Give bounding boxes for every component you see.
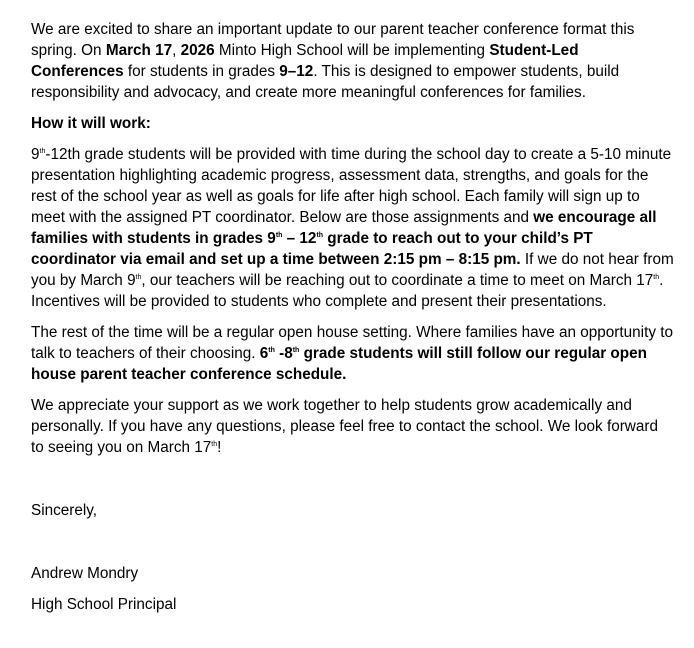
section-heading: How it will work: bbox=[31, 115, 151, 132]
cta-text: grade to reach out to your child’s PT coordinator via email and set up a time between 2:15 pm – 8:15 pm. bbox=[31, 230, 593, 268]
note-text: grade students will still follow our regular open house parent teacher conference schedule. bbox=[31, 345, 647, 383]
signer-title: High School Principal bbox=[31, 596, 177, 613]
appreciation-text: ! bbox=[217, 439, 222, 456]
ordinal-suffix: th bbox=[211, 441, 218, 448]
details-text: -12th grade students will be provided with time during the school day to create a 5-10 minute presentation highlighting academic progress, assessment data, strengths, and goals for the rest of the school year as well as goals for life after high school. Each family will sign up to meet with the assigned PT coordinator. Below are those assignments and bbox=[31, 146, 672, 226]
intro-text: Minto High School will be implementing bbox=[214, 42, 490, 59]
intro-text: We are excited to share an important update to our parent teacher conference format this spring. On bbox=[31, 21, 635, 59]
conference-date: March 17 bbox=[105, 42, 173, 59]
open-house-paragraph bbox=[31, 322, 674, 385]
cta-text: – 12 bbox=[282, 230, 317, 247]
intro-paragraph bbox=[31, 19, 674, 103]
appreciation-text: We appreciate your support as we work together to help students grow academically and personally. If you have any questions, please feel free to contact the school. We look forward to seeing you on March 17 bbox=[31, 397, 658, 456]
ordinal-suffix: th bbox=[653, 274, 660, 281]
grade-range: 9–12 bbox=[279, 63, 314, 80]
intro-text: , bbox=[172, 42, 181, 59]
closing: Sincerely, bbox=[31, 502, 98, 519]
intro-text: . This is designed to empower students, build responsibility and advocacy, and create more meaningful conferences for families. bbox=[31, 63, 620, 101]
appreciation-paragraph bbox=[31, 395, 674, 458]
signer-name: Andrew Mondry bbox=[31, 565, 139, 582]
cta-text: we encourage all families with students in grades 9 bbox=[31, 209, 657, 247]
details-text: , our teachers will be reaching out to coordinate a time to meet on March 17 bbox=[141, 272, 654, 289]
ordinal-suffix: th bbox=[39, 148, 46, 155]
details-text: If we do not hear from you by March 9 bbox=[31, 251, 674, 289]
note-text: 6 bbox=[259, 345, 269, 362]
note-text: -8 bbox=[274, 345, 293, 362]
ordinal-suffix: th bbox=[275, 232, 283, 239]
how-it-works-heading bbox=[31, 113, 674, 134]
details-paragraph bbox=[31, 144, 674, 312]
open-house-text: The rest of the time will be a regular open house setting. Where families have an opportunity to talk to teachers of their choosing. bbox=[31, 324, 673, 362]
program-name: Student-Led Conferences bbox=[31, 42, 579, 80]
intro-text: for students in grades bbox=[123, 63, 280, 80]
conference-year: 2026 bbox=[180, 42, 215, 59]
ordinal-suffix: th bbox=[292, 347, 300, 354]
ordinal-suffix: th bbox=[316, 232, 324, 239]
ordinal-suffix: th bbox=[268, 347, 275, 354]
details-text: . Incentives will be provided to students who complete and present their presentations. bbox=[31, 272, 664, 310]
ordinal-suffix: th bbox=[135, 274, 142, 281]
details-text: 9 bbox=[31, 146, 40, 163]
